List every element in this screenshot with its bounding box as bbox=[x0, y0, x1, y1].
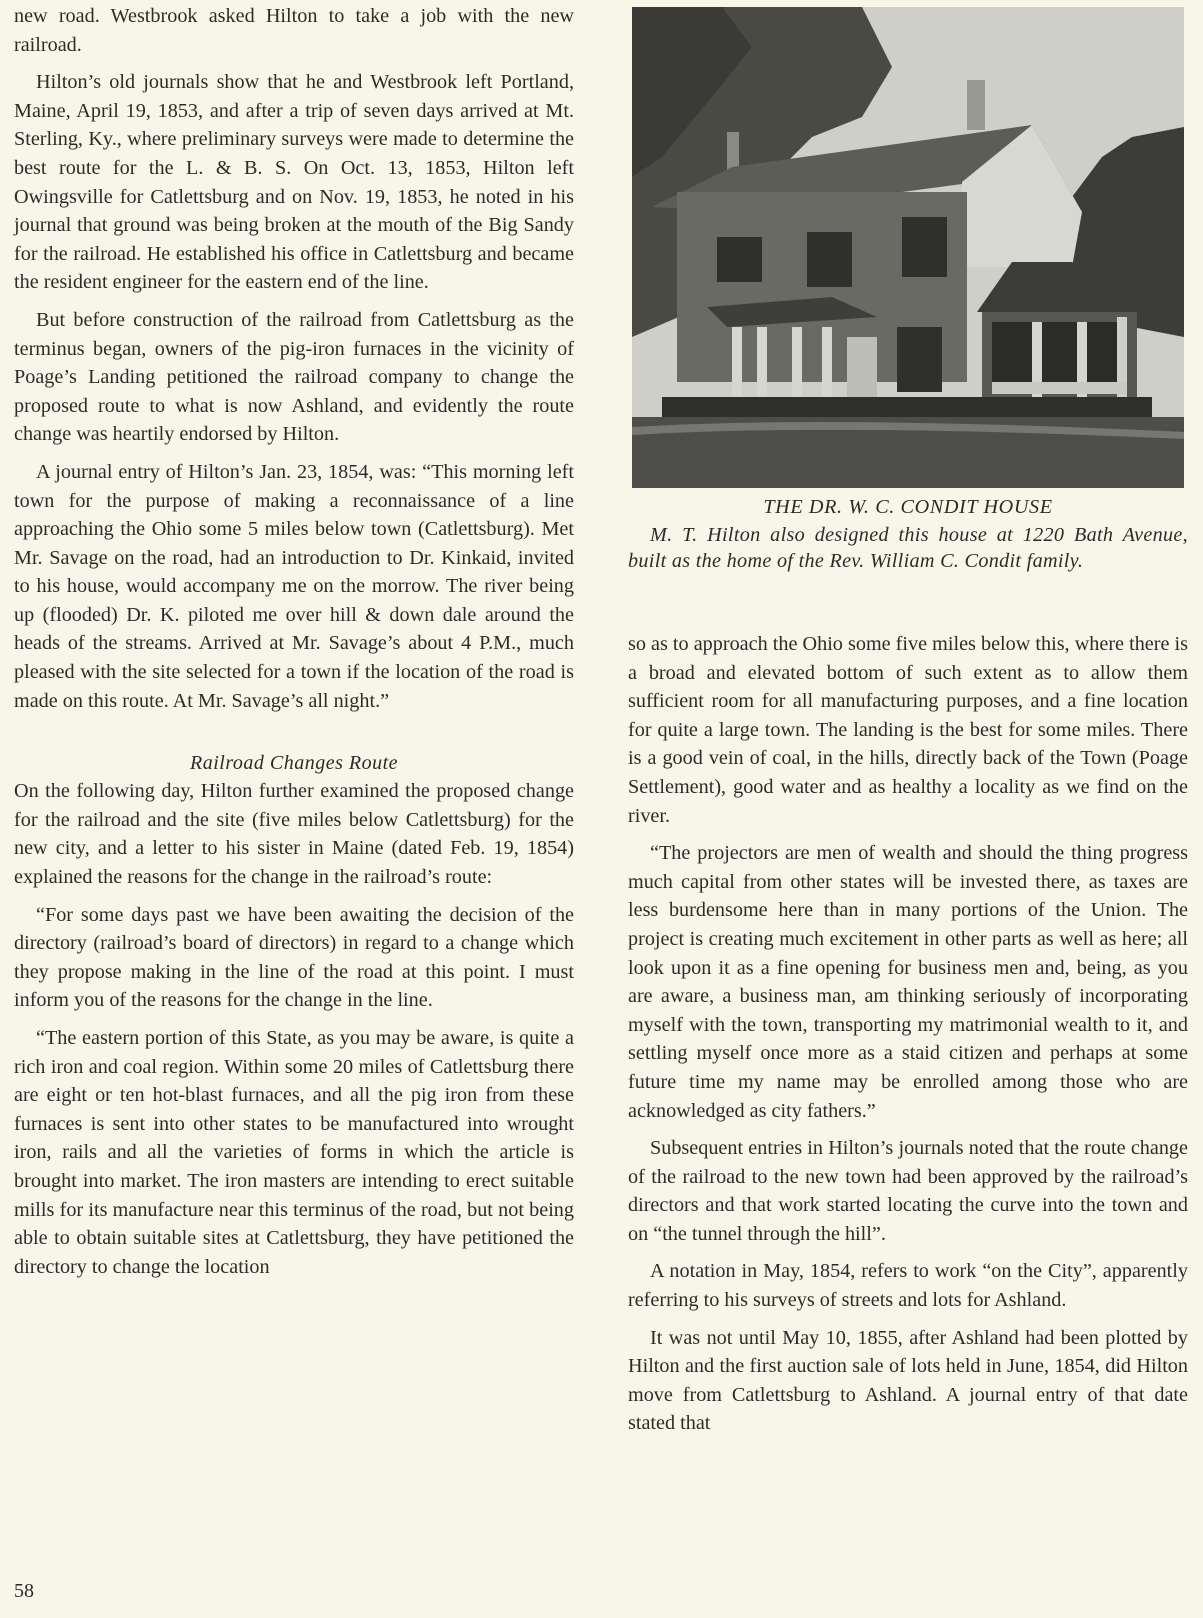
chimney bbox=[967, 80, 985, 130]
paragraph: “The eastern portion of this State, as you may be aware, is quite a rich iron and coal region. Within some 20 miles of Catlettsburg there are eight or ten hot-blast furnaces, and all the pig iron from these furnaces is sent into other states to be manufactured into wrought iron, rails and all the varieties of forms in which the article is brought into market. The iron masters are intending to erect suitable mills for its manufacture near this terminus of the road, but not being able to obtain suitable sites at Catlettsburg, they have petitioned the directory to change the location bbox=[14, 1027, 574, 1278]
caption-text: M. T. Hilton also designed this house at 1220 Bath Avenue, built as the home of the Rev. William C. Condit family. bbox=[628, 524, 1188, 572]
figure-caption bbox=[628, 494, 1188, 574]
window bbox=[902, 217, 947, 277]
paragraph: Hilton’s old journals show that he and Westbrook left Portland, Maine, April 19, 1853, and after a trip of seven days arrived at Mt. Sterling, Ky., where preliminary surveys were made to determine the best route for the L. & B. S. On Oct. 13, 1853, Hilton left Owingsville for Catlettsburg and on Nov. 19, 1853, he noted in his journal that ground was being broken at the mouth of the Big Sandy for the railroad. He established his office in Catlettsburg and became the resident engineer for the eastern end of the line. bbox=[14, 71, 574, 294]
paragraph: “The projectors are men of wealth and should the thing progress much capital from other states will be invested there, as taxes are less burdensome here than in many portions of the Union. The project is creating much excitement in other parts as well as here; all look upon it as a fine opening for business men and, being, as you are aware, a business man, am thinking seriously of incorporating myself with the town, transporting my matrimonial wealth to it, and settling myself once more as a staid citizen and perhaps at some future time my name may be enrolled among those who are acknowledged as city fathers.” bbox=[628, 842, 1188, 1122]
paragraph: A journal entry of Hilton’s Jan. 23, 1854, was: “This morning left town for the purpose of making a reconnaissance of a line approaching the Ohio some 5 miles below town (Catlettsburg). Met Mr. Savage on the road, had an introduction to Dr. Kinkaid, invited to his house, would accompany me on the morrow. The river being up (flooded) Dr. K. piloted me over hill & down dale around the heads of the streams. Arrived at Mr. Savage’s about 4 P.M., much pleased with the site selected for a town if the location of the road is made on this route. At Mr. Savage’s all night.” bbox=[14, 460, 574, 712]
window bbox=[807, 232, 852, 287]
left-column bbox=[14, 0, 574, 1290]
paragraph: On the following day, Hilton further examined the proposed change for the railroad and the site (five miles below Catlettsburg) for the new city, and a letter to his sister in Maine (dated Feb. 19, 1854) explained the reasons for the change in the railroad’s route: bbox=[14, 780, 574, 889]
section-subheading: Railroad Changes Route bbox=[189, 752, 399, 775]
window bbox=[897, 327, 942, 392]
paragraph: Subsequent entries in Hilton’s journals noted that the route change of the railroad to the new town had been approved by the railroad’s directors and that work started locating the curve into the town and on “the tunnel through the hill”. bbox=[628, 1137, 1188, 1245]
window bbox=[717, 237, 762, 282]
paragraph: But before construction of the railroad from Catlettsburg as the terminus began, owners of the pig-iron furnaces in the vicinity of Poage’s Landing petitioned the railroad company to change the proposed route to what is now Ashland, and evidently the route change was heartily endorsed by Hilton. bbox=[14, 308, 574, 446]
paragraph: “For some days past we have been awaiting the decision of the directory (railroad’s board of directors) in regard to a change which they propose making in the line of the road at this point. I must inform you of the reasons for the change in the line. bbox=[14, 903, 574, 1012]
caption-title: THE DR. W. C. CONDIT HOUSE bbox=[763, 496, 1053, 518]
right-column bbox=[628, 630, 1188, 1447]
paragraph: A notation in May, 1854, refers to work “on the City”, apparently referring to his surveys of streets and lots for Ashland. bbox=[628, 1260, 1188, 1312]
house-photograph bbox=[632, 7, 1184, 488]
railing bbox=[992, 382, 1127, 394]
paragraph: so as to approach the Ohio some five miles below this, where there is a broad and elevated bottom of such extent as to allow them sufficient room for all manufacturing purposes, and a fine location for quite a large town. The landing is the best for some miles. There is a good vein of coal, in the hills, directly back of the Town (Poage Settlement), good water and as healthy a locality as we find on the river. bbox=[628, 633, 1188, 827]
paragraph: It was not until May 10, 1855, after Ashland had been plotted by Hilton and the first auction sale of lots held in June, 1854, did Hilton move from Catlettsburg to Ashland. A journal entry of that date stated that bbox=[628, 1326, 1188, 1435]
paragraph: new road. Westbrook asked Hilton to take a job with the new railroad. bbox=[14, 5, 574, 56]
page-number: 58 bbox=[14, 1580, 34, 1602]
house-photo-illustration bbox=[632, 7, 1184, 488]
